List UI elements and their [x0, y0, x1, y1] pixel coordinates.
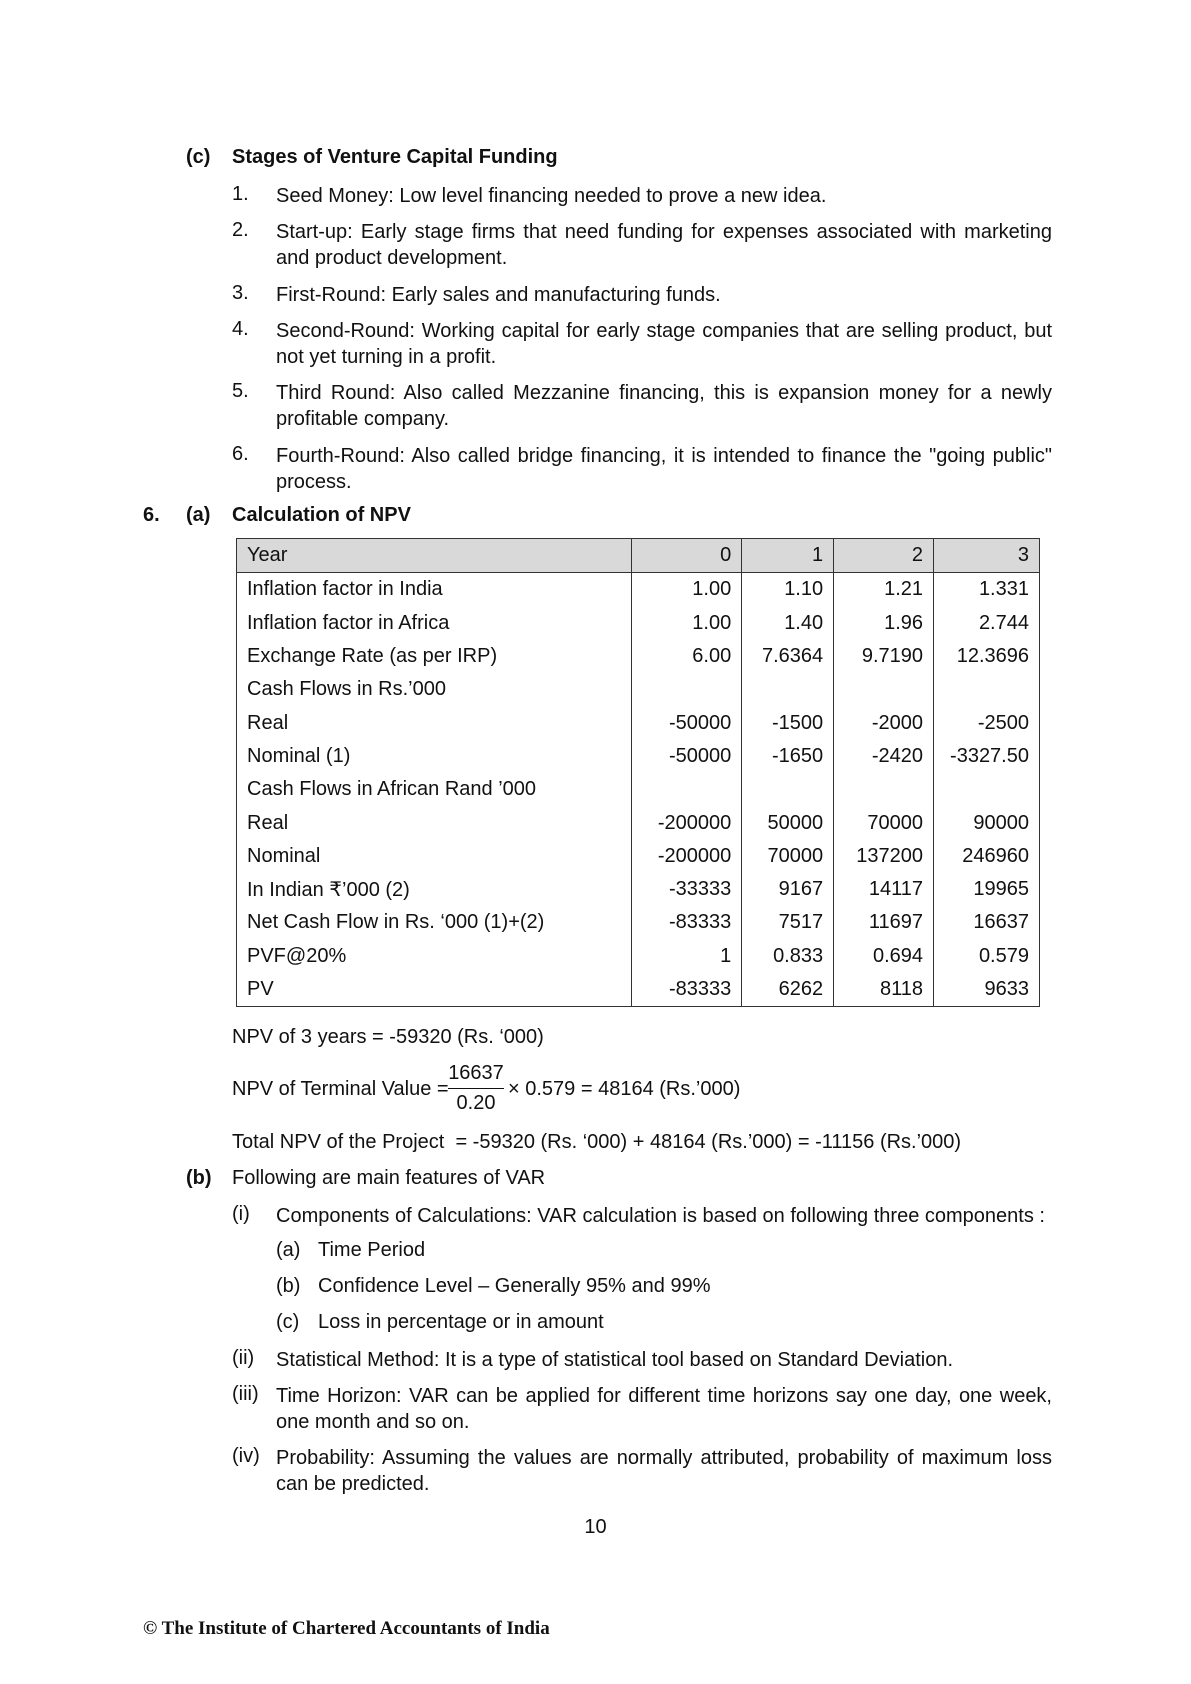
list-item-number: 2.	[232, 219, 249, 241]
header-cell: 0	[632, 539, 742, 573]
table-cell: -3327.50	[934, 740, 1040, 773]
row-label: Cash Flows in African Rand ’000	[237, 773, 632, 806]
component-label: (b)	[276, 1275, 301, 1297]
header-cell: 1	[742, 539, 834, 573]
table-row	[237, 573, 1040, 607]
table-cell: 137200	[834, 840, 934, 873]
table-cell: 14117	[834, 873, 934, 906]
list-item: Third Round: Also called Mezzanine financing, this is expansion money for a newly profitable company.	[276, 382, 1052, 430]
npv-table	[236, 538, 1040, 1007]
list-item-number: (iv)	[232, 1445, 260, 1467]
table-row	[237, 740, 1040, 773]
list-item-number: 1.	[232, 183, 249, 205]
row-label: Real	[237, 706, 632, 739]
table-cell: 0.694	[834, 940, 934, 973]
table-cell: -50000	[632, 706, 742, 739]
npv-terminal-fraction	[448, 1062, 504, 1115]
table-cell: 1.00	[632, 607, 742, 640]
table-cell: 90000	[934, 806, 1040, 839]
list-item: Second-Round: Working capital for early stage companies that are selling product, but not yet turning in a profit.	[276, 320, 1052, 368]
page-number: 10	[584, 1516, 607, 1538]
table-cell: 1.40	[742, 607, 834, 640]
list-item: Fourth-Round: Also called bridge financing, it is intended to finance the "going public" process.	[276, 445, 1052, 493]
row-label: Real	[237, 806, 632, 839]
table-cell	[834, 773, 934, 806]
list-item: Time Horizon: VAR can be applied for different time horizons say one day, one week, one month and so on.	[276, 1385, 1052, 1433]
table-cell: -200000	[632, 840, 742, 873]
list-item-number: 3.	[232, 282, 249, 304]
footer-copyright: © The Institute of Chartered Accountants of India	[143, 1618, 550, 1639]
table-row	[237, 973, 1040, 1007]
list-item: Statistical Method: It is a type of statistical tool based on Standard Deviation.	[276, 1349, 954, 1371]
header-cell: 3	[934, 539, 1040, 573]
table-row	[237, 773, 1040, 806]
table-row	[237, 640, 1040, 673]
table-row	[237, 873, 1040, 906]
list-item-number: (ii)	[232, 1347, 255, 1369]
table-cell: 0.833	[742, 940, 834, 973]
section-a-title: Calculation of NPV	[232, 504, 411, 526]
table-cell: -2500	[934, 706, 1040, 739]
row-label: Inflation factor in India	[237, 573, 632, 607]
component-item: Time Period	[318, 1239, 426, 1261]
row-label: Net Cash Flow in Rs. ‘000 (1)+(2)	[237, 906, 632, 939]
row-label: PV	[237, 973, 632, 1007]
section-b-title: Following are main features of VAR	[232, 1167, 546, 1189]
list-item: Start-up: Early stage firms that need funding for expenses associated with marketing and product development.	[276, 221, 1052, 269]
table-cell: 9.7190	[834, 640, 934, 673]
component-item: Confidence Level – Generally 95% and 99%	[318, 1275, 711, 1297]
npv-terminal-label: NPV of Terminal Value =	[232, 1078, 449, 1100]
list-item: First-Round: Early sales and manufacturing funds.	[276, 284, 721, 306]
table-cell: -83333	[632, 906, 742, 939]
section-c-label: (c)	[186, 146, 211, 168]
table-row	[237, 940, 1040, 973]
row-label: In Indian ₹’000 (2)	[237, 873, 632, 906]
list-item: Seed Money: Low level financing needed to prove a new idea.	[276, 185, 827, 207]
table-cell: 1.331	[934, 573, 1040, 607]
table-cell: 7.6364	[742, 640, 834, 673]
table-cell: 70000	[742, 840, 834, 873]
table-row	[237, 673, 1040, 706]
table-cell: 16637	[934, 906, 1040, 939]
table-cell: 0.579	[934, 940, 1040, 973]
npv-3-years: NPV of 3 years = -59320 (Rs. ‘000)	[232, 1026, 544, 1048]
list-item-number: 6.	[232, 443, 249, 465]
row-label: Nominal	[237, 840, 632, 873]
row-label: Inflation factor in Africa	[237, 607, 632, 640]
table-cell: 19965	[934, 873, 1040, 906]
table-cell: 2.744	[934, 607, 1040, 640]
table-cell: -2000	[834, 706, 934, 739]
table-cell: 11697	[834, 906, 934, 939]
list-item: Probability: Assuming the values are normally attributed, probability of maximum loss can be predicted.	[276, 1447, 1052, 1495]
npv-terminal-result: × 0.579 = 48164 (Rs.’000)	[508, 1078, 741, 1100]
table-cell	[742, 773, 834, 806]
table-row	[237, 806, 1040, 839]
table-cell: 12.3696	[934, 640, 1040, 673]
table-cell: 8118	[834, 973, 934, 1007]
table-cell: 1.96	[834, 607, 934, 640]
table-cell: -83333	[632, 973, 742, 1007]
table-cell: -1500	[742, 706, 834, 739]
list-item-number: (iii)	[232, 1383, 259, 1405]
table-cell: 1	[632, 940, 742, 973]
component-item: Loss in percentage or in amount	[318, 1311, 604, 1333]
header-cell: 2	[834, 539, 934, 573]
table-cell: 1.00	[632, 573, 742, 607]
header-cell: Year	[237, 539, 632, 573]
section-a-label: (a)	[186, 504, 211, 526]
fraction-numerator: 16637	[448, 1062, 504, 1089]
table-cell: -200000	[632, 806, 742, 839]
table-cell: 50000	[742, 806, 834, 839]
table-cell: -2420	[834, 740, 934, 773]
table-cell	[934, 673, 1040, 706]
table-cell: 6262	[742, 973, 834, 1007]
table-row	[237, 906, 1040, 939]
table-cell: 1.10	[742, 573, 834, 607]
section-c-title: Stages of Venture Capital Funding	[232, 146, 558, 168]
table-header-row	[237, 539, 1040, 573]
table-cell: -33333	[632, 873, 742, 906]
table-cell: 9633	[934, 973, 1040, 1007]
question-number: 6.	[143, 504, 160, 526]
table-row	[237, 840, 1040, 873]
table-cell: 1.21	[834, 573, 934, 607]
table-cell	[742, 673, 834, 706]
fraction-denominator: 0.20	[456, 1092, 496, 1114]
table-cell: 7517	[742, 906, 834, 939]
table-cell: -1650	[742, 740, 834, 773]
table-cell	[834, 673, 934, 706]
table-cell	[632, 773, 742, 806]
list-item: Components of Calculations: VAR calculation is based on following three components :	[276, 1205, 1045, 1227]
table-cell: 9167	[742, 873, 834, 906]
table-cell: -50000	[632, 740, 742, 773]
table-row	[237, 607, 1040, 640]
section-b-label: (b)	[186, 1167, 212, 1189]
total-npv: Total NPV of the Project = -59320 (Rs. ‘000) + 48164 (Rs.’000) = -11156 (Rs.’000)	[232, 1131, 962, 1153]
table-cell: 246960	[934, 840, 1040, 873]
row-label: Exchange Rate (as per IRP)	[237, 640, 632, 673]
list-item-number: 5.	[232, 380, 249, 402]
row-label: Nominal (1)	[237, 740, 632, 773]
table-cell: 70000	[834, 806, 934, 839]
row-label: PVF@20%	[237, 940, 632, 973]
table-cell	[632, 673, 742, 706]
table-cell	[934, 773, 1040, 806]
row-label: Cash Flows in Rs.’000	[237, 673, 632, 706]
table-cell: 6.00	[632, 640, 742, 673]
table-row	[237, 706, 1040, 739]
component-label: (a)	[276, 1239, 301, 1261]
list-item-number: 4.	[232, 318, 249, 340]
list-item-number: (i)	[232, 1203, 250, 1225]
component-label: (c)	[276, 1311, 300, 1333]
